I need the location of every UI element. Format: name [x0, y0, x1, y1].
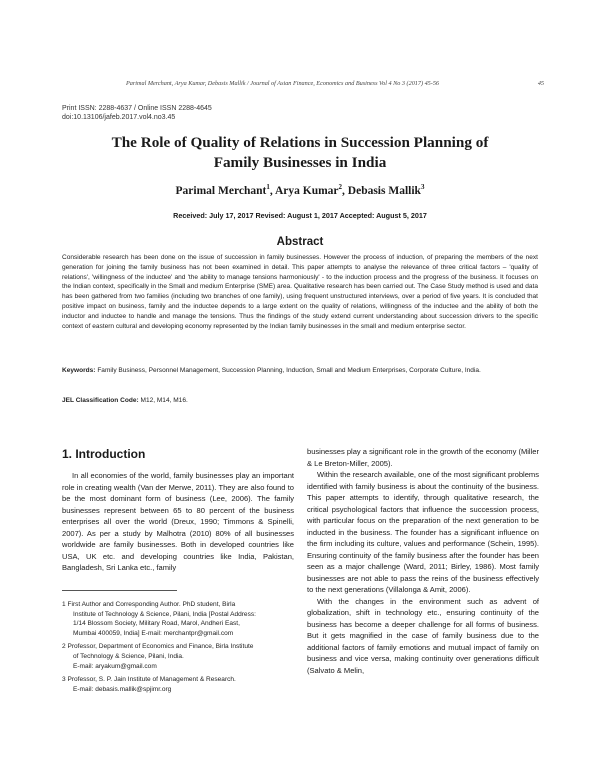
footnote-divider: [62, 590, 177, 591]
body-paragraph: With the changes in the environment such as advent of globalization, shift in technology etc., ensuring continuity of the business has become a deeper challenge for all forms of business. But it gets magnified in the case of family business due to the additional factors of family emotions and mutual impact of family on business and vice versa, making continuity over generations difficult (Salvato & Melin,: [307, 596, 539, 675]
author-name: Arya Kumar: [274, 184, 339, 197]
author-separator: ,: [342, 184, 348, 197]
footnote-number: 3: [62, 676, 66, 684]
author-separator: ,: [269, 184, 275, 197]
jel-label: JEL Classification Code:: [62, 397, 139, 404]
paper-title-line-2: Family Businesses in India: [213, 154, 387, 171]
keywords: [62, 366, 538, 376]
author-affiliation-mark: 3: [420, 183, 425, 191]
footnote-number: 1: [62, 601, 66, 608]
footnote-number: 2: [62, 643, 66, 651]
keywords-text: Family Business, Personnel Management, Succession Planning, Induction, Small and Medium Enterprises, Corporate Culture, India.: [97, 367, 481, 374]
submission-dates: Received: July 17, 2017 Revised: August 1, 2017 Accepted: August 5, 2017: [173, 211, 427, 220]
page-number: 45: [537, 80, 544, 87]
footnote-line: 1/14 Blossom Society, Military Road, Marol, Andheri East,: [73, 620, 240, 628]
jel-codes: M12, M14, M16.: [140, 397, 188, 404]
footnote-line: Institute of Technology & Science, Pilani, India [Postal Address:: [73, 610, 256, 618]
author-name: Parimal Merchant: [175, 184, 267, 197]
body-right-column: [307, 446, 539, 676]
section-heading-introduction: 1. Introduction: [62, 447, 146, 461]
running-header-text: Parimal Merchant, Arya Kumar, Debasis Mallik / Journal of Asian Finance, Economics and Business Vol 4 No 3 (2017) 45-56: [126, 80, 440, 87]
footnote-2: [62, 642, 294, 671]
footnote-1: [62, 600, 294, 638]
body-paragraph: businesses play a significant role in the growth of the economy (Miller & Le Breton-Miller, 2005).: [307, 447, 539, 468]
abstract-body: Considerable research has been done on the issue of succession in family businesses. However the process of induction, of preparing the members of the next generation for joining the family business has not been examined in detail. This paper attempts to analyse the relevance of three critical factors – 'quality of relations', 'willingness of the inductee' and 'the ability to manage tensions harmoniously' - to the induction process and the progress of the business. It focuses on the Indian context, specifically in the Small and medium Enterprise (SME) area. Qualitative research has been carried out. The Case Study method is used and data has been gathered from two families (including two branches of one family), using frequent unstructured interviews, over a period of five years. It is concluded that positive impact on business, family and the inductee depends to a large extent on the quality of relations, willingness of the inductee and the ability of both the inductor and inductee to handle and manage the tensions. Thus the findings of the study extend current understanding about succession drivers to the specific context of eastern cultural and developing economy represented by the Indian family businesses in the small and medium enterprise sector.: [62, 254, 538, 330]
jel-classification: [62, 396, 538, 406]
author-list: [60, 183, 540, 197]
issn-line: Print ISSN: 2288-4637 / Online ISSN 2288-4645: [62, 105, 212, 112]
footnotes: [62, 600, 294, 698]
footnote-line: First Author and Corresponding Author. PhD student, Birla: [67, 601, 236, 608]
issn-block: [62, 104, 212, 122]
footnote-line: Professor, S. P. Jain Institute of Management & Research.: [67, 676, 236, 684]
footnote-line: E-mail: aryakum@gmail.com: [73, 662, 157, 670]
footnote-line: E-mail: debasis.mallik@spjimr.org: [73, 685, 172, 693]
paper-title-line-1: The Role of Quality of Relations in Succession Planning of: [111, 134, 489, 151]
body-paragraph: Within the research available, one of the most significant problems identified with family business is about the continuity of the business. This paper attempts to identify, through qualitative research, the critical psychological factors that influence the succession process, with particular focus on the preparation of the next generation to be inducted in the business. The founder has a significant influence on the firm including its culture, values and performance (Schein, 1995). Ensuring continuity of the family business after the founder has been seen as a major challenge (Ward, 2011; Birley, 1986). Most family businesses are not able to pass the reins of the business effectively to the next generations (Villalonga & Amit, 2006).: [307, 470, 539, 594]
body-left-column: In all economies of the world, family businesses play an important role in creating wealth (Van der Merwe, 2011). They are also found to be the most dominant form of business (Lee, 2006). The family businesses represent between 65 to 80 percent of the business enterprises all over the world (Dreux, 1990; Timmons & Spinelli, 2007). As per a study by Malhotra (2010) 80% of all businesses worldwide are family businesses. Both in developed countries like USA, UK etc. and developing countries like India, Pakistan, Bangladesh, Sri Lanka etc., family: [62, 471, 294, 573]
footnote-line: Mumbai 400059, India] E-mail: merchantpr@gmail.com: [73, 629, 234, 637]
author-name: Debasis Mallik: [347, 184, 421, 197]
abstract-heading: Abstract: [276, 236, 324, 248]
author-affiliation-mark: 2: [338, 183, 343, 191]
paper-title: [60, 133, 540, 173]
keywords-label: Keywords:: [62, 367, 96, 374]
author-affiliation-mark: 1: [266, 183, 270, 191]
footnote-3: [62, 675, 294, 694]
footnote-line: Professor, Department of Economics and Finance, Birla Institute: [67, 643, 254, 651]
footnote-line: of Technology & Science, Pilani, India.: [73, 652, 184, 660]
doi-line: doi:10.13106/jafeb.2017.vol4.no3.45: [62, 114, 176, 121]
